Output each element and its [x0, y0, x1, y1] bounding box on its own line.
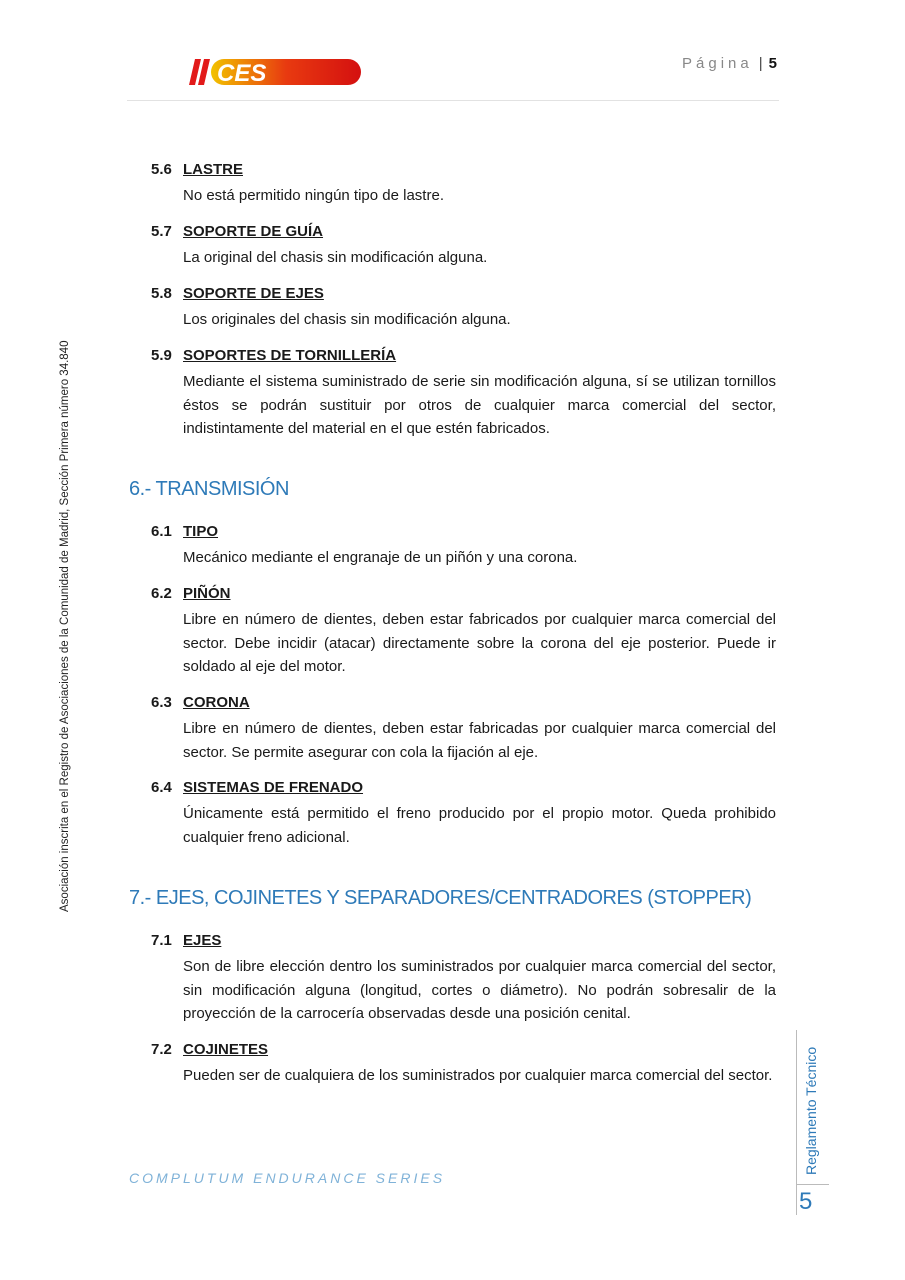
logo-text: CES [217, 60, 267, 87]
page-label: Página [682, 55, 753, 72]
item-title: COJINETES [183, 1041, 269, 1058]
item-body: La original del chasis sin modificación alguna. [183, 249, 488, 266]
item-number: 7.2 [151, 1041, 172, 1058]
item-body: Únicamente está permitido el freno producido por el propio motor. Queda prohibido cualquier freno adicional. [183, 805, 776, 846]
item-number: 7.1 [151, 932, 172, 949]
item-title: PIÑÓN [183, 585, 231, 602]
item-body: Pueden ser de cualquiera de los suministrados por cualquier marca comercial del sector. [183, 1067, 773, 1084]
item-title: SOPORTE DE EJES [183, 285, 324, 302]
footer-brand: COMPLUTUM ENDURANCE SERIES [129, 1170, 446, 1186]
item-number: 5.9 [151, 347, 172, 364]
section-heading-7: 7.- EJES, COJINETES Y SEPARADORES/CENTRADORES (STOPPER) [129, 887, 752, 909]
item-body: Mediante el sistema suministrado de serie sin modificación alguna, sí se utilizan tornillos éstos se podrán sustituir por otros de cualquier marca comercial del sector, indistintamente del material en el que estén fabricados. [183, 373, 776, 437]
page-separator: | [758, 55, 763, 72]
item-body: Los originales del chasis sin modificación alguna. [183, 311, 511, 328]
item-title: CORONA [183, 694, 250, 711]
item-number: 6.1 [151, 523, 172, 540]
item-title: SOPORTE DE GUÍA [183, 223, 324, 240]
item-body: Mecánico mediante el engranaje de un piñón y una corona. [183, 549, 578, 566]
item-title: SISTEMAS DE FRENADO [183, 779, 364, 796]
item-number: 6.3 [151, 694, 172, 711]
item-title: TIPO [183, 523, 219, 540]
item-title: LASTRE [183, 161, 243, 178]
item-number: 5.6 [151, 161, 172, 178]
footer-horizontal-rule [796, 1184, 829, 1185]
item-title: SOPORTES DE TORNILLERÍA [183, 347, 397, 364]
footer-vertical-rule [796, 1030, 797, 1215]
association-note: Asociación inscrita en el Registro de Asociaciones de la Comunidad de Madrid, Sección Primera número 34.840 [59, 340, 71, 912]
item-number: 5.8 [151, 285, 172, 302]
ces-logo [189, 57, 364, 87]
item-body: Libre en número de dientes, deben estar fabricadas por cualquier marca comercial del sector. Se permite asegurar con cola la fijación al eje. [183, 720, 776, 761]
document-type-label: Reglamento Técnico [803, 1046, 819, 1175]
item-body: No está permitido ningún tipo de lastre. [183, 187, 444, 204]
page-number: 5 [768, 55, 777, 72]
footer-page-number: 5 [799, 1188, 813, 1215]
item-body: Son de libre elección dentro los suministrados por cualquier marca comercial del sector, sin modificación alguna (longitud, cortes o diámetro). No podrán sobresalir de la proyección de la carrocería observadas desde una posición cenital. [183, 958, 776, 1022]
page-indicator [682, 55, 777, 72]
item-number: 6.2 [151, 585, 172, 602]
item-body: Libre en número de dientes, deben estar fabricados por cualquier marca comercial del sector. Debe incidir (atacar) directamente sobre la corona del eje posterior. Puede ir soldado al eje del motor. [183, 611, 776, 675]
item-number: 5.7 [151, 223, 172, 240]
section-heading-6: 6.- TRANSMISIÓN [129, 478, 289, 500]
item-title: EJES [183, 932, 222, 949]
item-number: 6.4 [151, 779, 172, 796]
header-divider [127, 100, 779, 101]
